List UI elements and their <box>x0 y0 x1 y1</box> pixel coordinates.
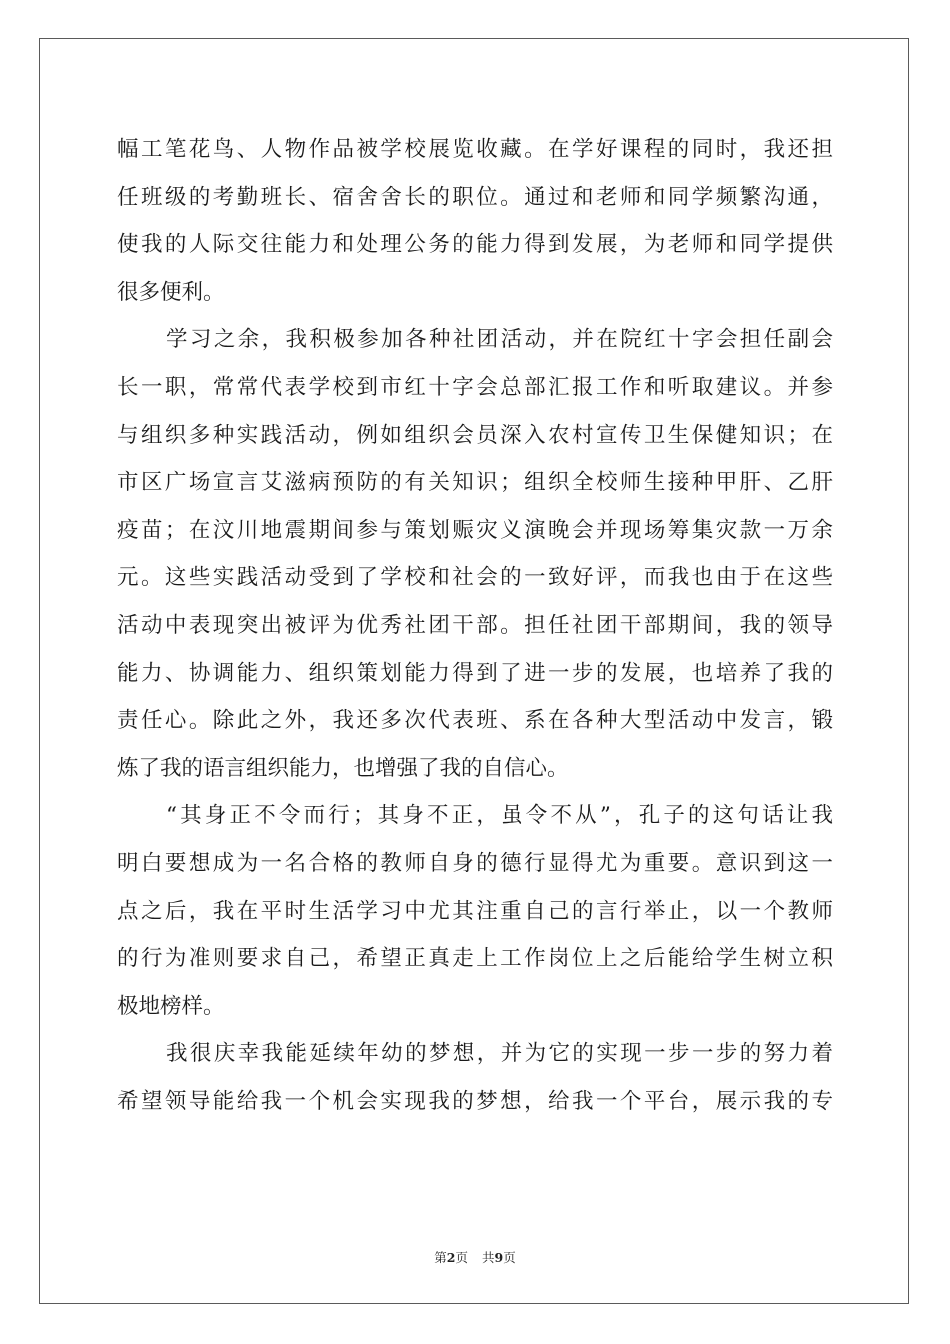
text-line: 炼了我的语言组织能力，也增强了我的自信心。 <box>117 755 569 781</box>
text-line: 使我的人际交往能力和处理公务的能力得到发展，为老师和同学提供 <box>117 232 833 258</box>
page-number: 2 <box>446 1250 456 1265</box>
text-line: 能力、协调能力、组织策划能力得到了进一步的发展，也培养了我的 <box>117 660 833 686</box>
text-line: 幅工笔花鸟、人物作品被学校展览收藏。在学好课程的同时，我还担 <box>117 137 833 162</box>
text-line: 市区广场宣言艾滋病预防的有关知识；组织全校师生接种甲肝、乙肝 <box>117 470 833 496</box>
text-line: 疫苗；在汶川地震期间参与策划赈灾义演晚会并现场筹集灾款一万余 <box>117 517 833 543</box>
text-line: 任班级的考勤班长、宿舍舍长的职位。通过和老师和同学频繁沟通， <box>117 184 833 210</box>
text-line: 元。这些实践活动受到了学校和社会的一致好评，而我也由于在这些 <box>117 565 833 591</box>
page-footer <box>0 1248 950 1266</box>
page-suffix: 页 <box>455 1250 468 1265</box>
paragraph-first-line: 我很庆幸我能延续年幼的梦想，并为它的实现一步一步的努力着 <box>166 1041 833 1067</box>
text-line: 与组织多种实践活动，例如组织会员深入农村宣传卫生保健知识；在 <box>117 422 833 448</box>
total-suffix: 页 <box>503 1250 516 1265</box>
paragraph-first-line: 学习之余，我积极参加各种社团活动，并在院红十字会担任副会 <box>166 327 833 353</box>
total-prefix: 共 <box>482 1250 495 1265</box>
text-line: 希望领导能给我一个机会实现我的梦想，给我一个平台，展示我的专 <box>117 1088 833 1114</box>
total-pages: 9 <box>494 1250 504 1265</box>
text-line: 责任心。除此之外，我还多次代表班、系在各种大型活动中发言，锻 <box>117 708 833 734</box>
text-line: 明白要想成为一名合格的教师自身的德行显得尤为重要。意识到这一 <box>117 850 833 876</box>
text-line: 长一职，常常代表学校到市红十字会总部汇报工作和听取建议。并参 <box>117 374 833 400</box>
page-prefix: 第 <box>434 1250 447 1265</box>
text-line: 活动中表现突出被评为优秀社团干部。担任社团干部期间，我的领导 <box>117 612 833 638</box>
paragraph-first-line: “其身正不令而行；其身不正，虽令不从”，孔子的这句话让我 <box>166 803 833 829</box>
document-body <box>117 126 833 1125</box>
text-line: 点之后，我在平时生活学习中尤其注重自己的言行举止，以一个教师 <box>117 898 833 924</box>
text-line: 极地榜样。 <box>117 993 225 1019</box>
text-line: 的行为准则要求自己，希望正真走上工作岗位上之后能给学生树立积 <box>117 946 833 972</box>
text-line: 很多便利。 <box>117 279 225 305</box>
